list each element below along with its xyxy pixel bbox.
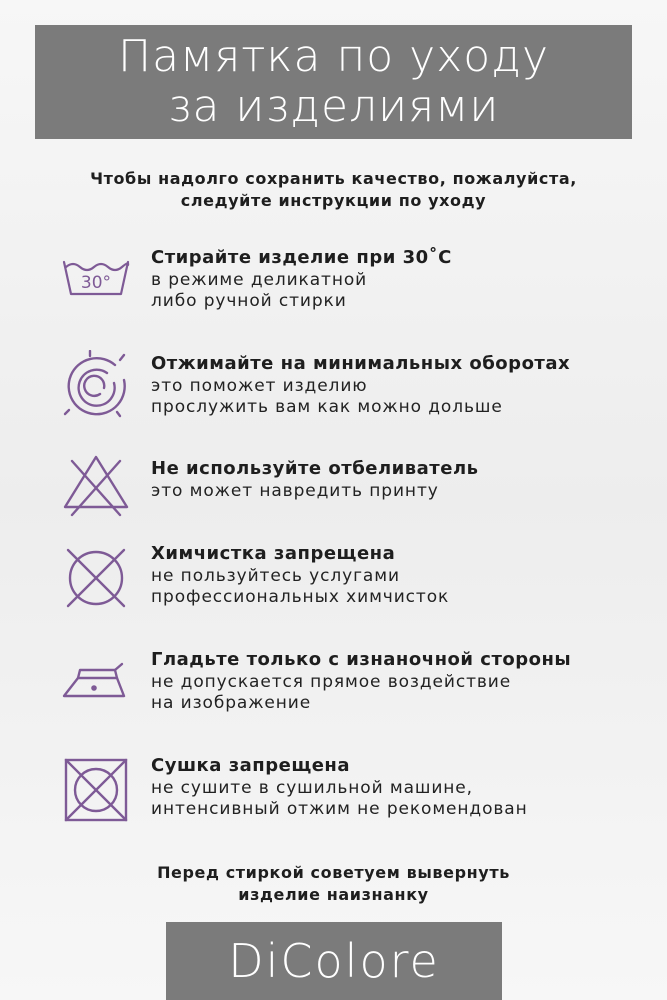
care-item-line: это поможет изделию bbox=[151, 376, 368, 396]
care-item-line: не допускается прямое воздействие bbox=[151, 672, 512, 692]
care-item-line: профессиональных химчисток bbox=[151, 587, 450, 607]
page-title-line2: за изделиями bbox=[167, 81, 500, 132]
intro-line1: Чтобы надолго сохранить качество, пожалуйста, bbox=[90, 169, 577, 188]
care-item-text bbox=[151, 754, 528, 820]
care-item-text bbox=[151, 352, 570, 418]
care-item-title: Стирайте изделие при 30˚С bbox=[151, 247, 452, 268]
care-item-tumble-dry bbox=[0, 754, 667, 834]
iron-low-icon bbox=[60, 648, 132, 720]
care-item-title: Отжимайте на минимальных оборотах bbox=[151, 353, 571, 374]
care-item-text bbox=[151, 246, 452, 312]
wash-temperature-label: 30° bbox=[80, 273, 112, 293]
care-item-line: прослужить вам как можно дольше bbox=[151, 397, 503, 417]
care-item-text bbox=[151, 457, 479, 502]
header-banner bbox=[35, 25, 632, 139]
outro-text bbox=[0, 862, 667, 906]
care-item-iron bbox=[0, 648, 667, 728]
page-title-line1: Памятка по уходу bbox=[117, 31, 549, 82]
care-item-line: в режиме деликатной bbox=[151, 270, 368, 290]
care-item-text bbox=[151, 542, 449, 608]
care-item-title: Сушка запрещена bbox=[151, 755, 351, 776]
intro-line2: следуйте инструкции по уходу bbox=[180, 191, 487, 210]
care-item-line: на изображение bbox=[151, 693, 312, 713]
intro-text bbox=[0, 168, 667, 212]
care-item-dry-clean bbox=[0, 542, 667, 622]
care-item-wash bbox=[0, 246, 667, 326]
gentle-spin-icon bbox=[60, 350, 132, 422]
no-tumble-dry-icon bbox=[60, 754, 132, 826]
care-item-title: Химчистка запрещена bbox=[151, 543, 396, 564]
brand-logo: DiColore bbox=[166, 922, 502, 1000]
care-item-title: Не используйте отбеливатель bbox=[151, 458, 479, 479]
care-item-spin bbox=[0, 352, 667, 432]
care-item-line: интенсивный отжим не рекомендован bbox=[151, 799, 528, 819]
outro-line1: Перед стиркой советуем вывернуть bbox=[157, 863, 510, 882]
care-item-title: Гладьте только с изнаночной стороны bbox=[151, 649, 572, 670]
care-item-line: это может навредить принту bbox=[151, 481, 439, 501]
care-item-text bbox=[151, 648, 571, 714]
care-item-bleach bbox=[0, 457, 667, 537]
outro-line2: изделие наизнанку bbox=[238, 885, 429, 904]
no-dry-clean-icon bbox=[60, 542, 132, 614]
care-item-line: не пользуйтесь услугами bbox=[151, 566, 400, 586]
wash-30-icon bbox=[60, 246, 132, 318]
care-item-line: не сушите в сушильной машине, bbox=[151, 778, 473, 798]
care-item-line: либо ручной стирки bbox=[151, 291, 347, 311]
no-bleach-icon bbox=[60, 451, 132, 523]
